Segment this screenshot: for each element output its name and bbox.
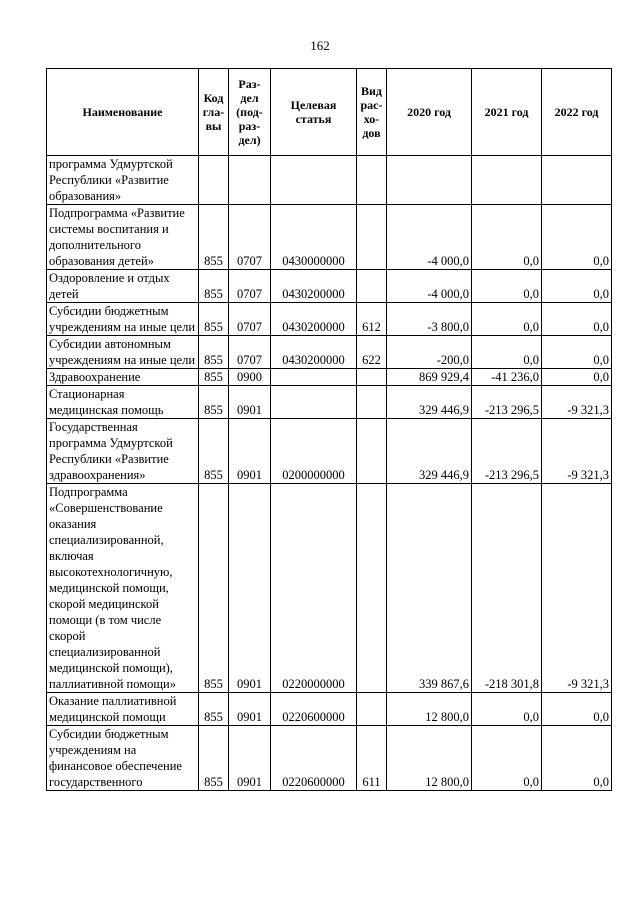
cell-year-2022: -9 321,3 xyxy=(542,484,612,693)
cell-section: 0901 xyxy=(229,726,271,791)
cell-name: программа Удмуртской Республики «Развитие образования» xyxy=(47,156,199,205)
table-body xyxy=(47,156,612,791)
cell-name: Подпрограмма «Развитие системы воспитания и дополнительного образования детей» xyxy=(47,205,199,270)
cell-year-2021: 0,0 xyxy=(472,336,542,369)
cell-year-2020: 12 800,0 xyxy=(387,726,472,791)
cell-chapter-code: 855 xyxy=(199,205,229,270)
table-row xyxy=(47,386,612,419)
cell-year-2022: 0,0 xyxy=(542,270,612,303)
cell-expense-type xyxy=(357,156,387,205)
cell-expense-type: 611 xyxy=(357,726,387,791)
cell-section: 0707 xyxy=(229,336,271,369)
cell-year-2022: -9 321,3 xyxy=(542,386,612,419)
cell-section: 0707 xyxy=(229,270,271,303)
cell-section: 0900 xyxy=(229,369,271,386)
cell-expense-type xyxy=(357,484,387,693)
header-year-2021: 2021 год xyxy=(472,69,542,156)
page-number: 162 xyxy=(310,38,330,53)
cell-expense-type xyxy=(357,386,387,419)
table-row xyxy=(47,419,612,484)
cell-section: 0901 xyxy=(229,386,271,419)
cell-expense-type xyxy=(357,270,387,303)
cell-chapter-code: 855 xyxy=(199,386,229,419)
cell-expense-type xyxy=(357,693,387,726)
cell-year-2021: 0,0 xyxy=(472,303,542,336)
cell-year-2022: 0,0 xyxy=(542,205,612,270)
cell-year-2020: 339 867,6 xyxy=(387,484,472,693)
table-row xyxy=(47,270,612,303)
cell-target-article: 0220600000 xyxy=(271,693,357,726)
cell-chapter-code: 855 xyxy=(199,419,229,484)
cell-chapter-code: 855 xyxy=(199,484,229,693)
cell-target-article xyxy=(271,369,357,386)
header-year-2020: 2020 год xyxy=(387,69,472,156)
cell-name: Оказание паллиативной медицинской помощи xyxy=(47,693,199,726)
cell-name: Субсидии бюджетным учреждениям на финансовое обеспечение государственного xyxy=(47,726,199,791)
cell-expense-type: 612 xyxy=(357,303,387,336)
cell-target-article: 0430000000 xyxy=(271,205,357,270)
budget-table xyxy=(46,68,612,791)
cell-year-2021: 0,0 xyxy=(472,205,542,270)
cell-chapter-code: 855 xyxy=(199,726,229,791)
cell-year-2022: 0,0 xyxy=(542,369,612,386)
cell-chapter-code: 855 xyxy=(199,693,229,726)
cell-name: Подпрограмма «Совершенствование оказания специализированной, включая высокотехнологичную, медицинской помощи, скорой медицинской помощи (в том числе скорой специализированной медицинской помощи), паллиативной помощи» xyxy=(47,484,199,693)
cell-section: 0707 xyxy=(229,303,271,336)
cell-section: 0707 xyxy=(229,205,271,270)
cell-year-2021: 0,0 xyxy=(472,726,542,791)
cell-year-2022: 0,0 xyxy=(542,336,612,369)
cell-year-2022: -9 321,3 xyxy=(542,419,612,484)
table-row xyxy=(47,336,612,369)
cell-year-2020: 329 446,9 xyxy=(387,386,472,419)
cell-year-2020: -3 800,0 xyxy=(387,303,472,336)
cell-target-article xyxy=(271,386,357,419)
table-row xyxy=(47,726,612,791)
cell-section: 0901 xyxy=(229,693,271,726)
cell-target-article: 0430200000 xyxy=(271,303,357,336)
table-row xyxy=(47,484,612,693)
cell-expense-type: 622 xyxy=(357,336,387,369)
cell-year-2020: -200,0 xyxy=(387,336,472,369)
cell-expense-type xyxy=(357,369,387,386)
cell-section: 0901 xyxy=(229,419,271,484)
cell-year-2021: -41 236,0 xyxy=(472,369,542,386)
header-expense-type: Вид рас-хо-дов xyxy=(357,69,387,156)
cell-year-2022: 0,0 xyxy=(542,693,612,726)
cell-name: Субсидии бюджетным учреждениям на иные цели xyxy=(47,303,199,336)
cell-year-2021: -213 296,5 xyxy=(472,419,542,484)
cell-name: Здравоохранение xyxy=(47,369,199,386)
cell-year-2020: 869 929,4 xyxy=(387,369,472,386)
cell-year-2020: -4 000,0 xyxy=(387,205,472,270)
cell-year-2020: 329 446,9 xyxy=(387,419,472,484)
cell-year-2020: -4 000,0 xyxy=(387,270,472,303)
cell-name: Стационарная медицинская помощь xyxy=(47,386,199,419)
cell-chapter-code: 855 xyxy=(199,303,229,336)
cell-target-article: 0200000000 xyxy=(271,419,357,484)
header-target-article: Целевая статья xyxy=(271,69,357,156)
cell-name: Государственная программа Удмуртской Республики «Развитие здравоохранения» xyxy=(47,419,199,484)
cell-target-article xyxy=(271,156,357,205)
table-row xyxy=(47,156,612,205)
cell-target-article: 0430200000 xyxy=(271,336,357,369)
cell-section xyxy=(229,156,271,205)
cell-chapter-code: 855 xyxy=(199,369,229,386)
header-name: Наименование xyxy=(47,69,199,156)
cell-section: 0901 xyxy=(229,484,271,693)
table-row xyxy=(47,205,612,270)
cell-chapter-code xyxy=(199,156,229,205)
cell-name: Субсидии автономным учреждениям на иные цели xyxy=(47,336,199,369)
table-row xyxy=(47,693,612,726)
header-section: Раз-дел (под-раз-дел) xyxy=(229,69,271,156)
cell-year-2022: 0,0 xyxy=(542,726,612,791)
cell-chapter-code: 855 xyxy=(199,336,229,369)
cell-expense-type xyxy=(357,419,387,484)
header-chapter-code: Код гла-вы xyxy=(199,69,229,156)
header-year-2022: 2022 год xyxy=(542,69,612,156)
cell-year-2021: 0,0 xyxy=(472,693,542,726)
cell-name: Оздоровление и отдых детей xyxy=(47,270,199,303)
table-header-row xyxy=(47,69,612,156)
cell-year-2020: 12 800,0 xyxy=(387,693,472,726)
cell-target-article: 0430200000 xyxy=(271,270,357,303)
cell-expense-type xyxy=(357,205,387,270)
cell-year-2021: 0,0 xyxy=(472,270,542,303)
cell-year-2022 xyxy=(542,156,612,205)
table-row xyxy=(47,369,612,386)
table-row xyxy=(47,303,612,336)
cell-year-2021 xyxy=(472,156,542,205)
cell-year-2021: -213 296,5 xyxy=(472,386,542,419)
cell-year-2021: -218 301,8 xyxy=(472,484,542,693)
cell-target-article: 0220600000 xyxy=(271,726,357,791)
cell-target-article: 0220000000 xyxy=(271,484,357,693)
cell-year-2020 xyxy=(387,156,472,205)
cell-year-2022: 0,0 xyxy=(542,303,612,336)
cell-chapter-code: 855 xyxy=(199,270,229,303)
